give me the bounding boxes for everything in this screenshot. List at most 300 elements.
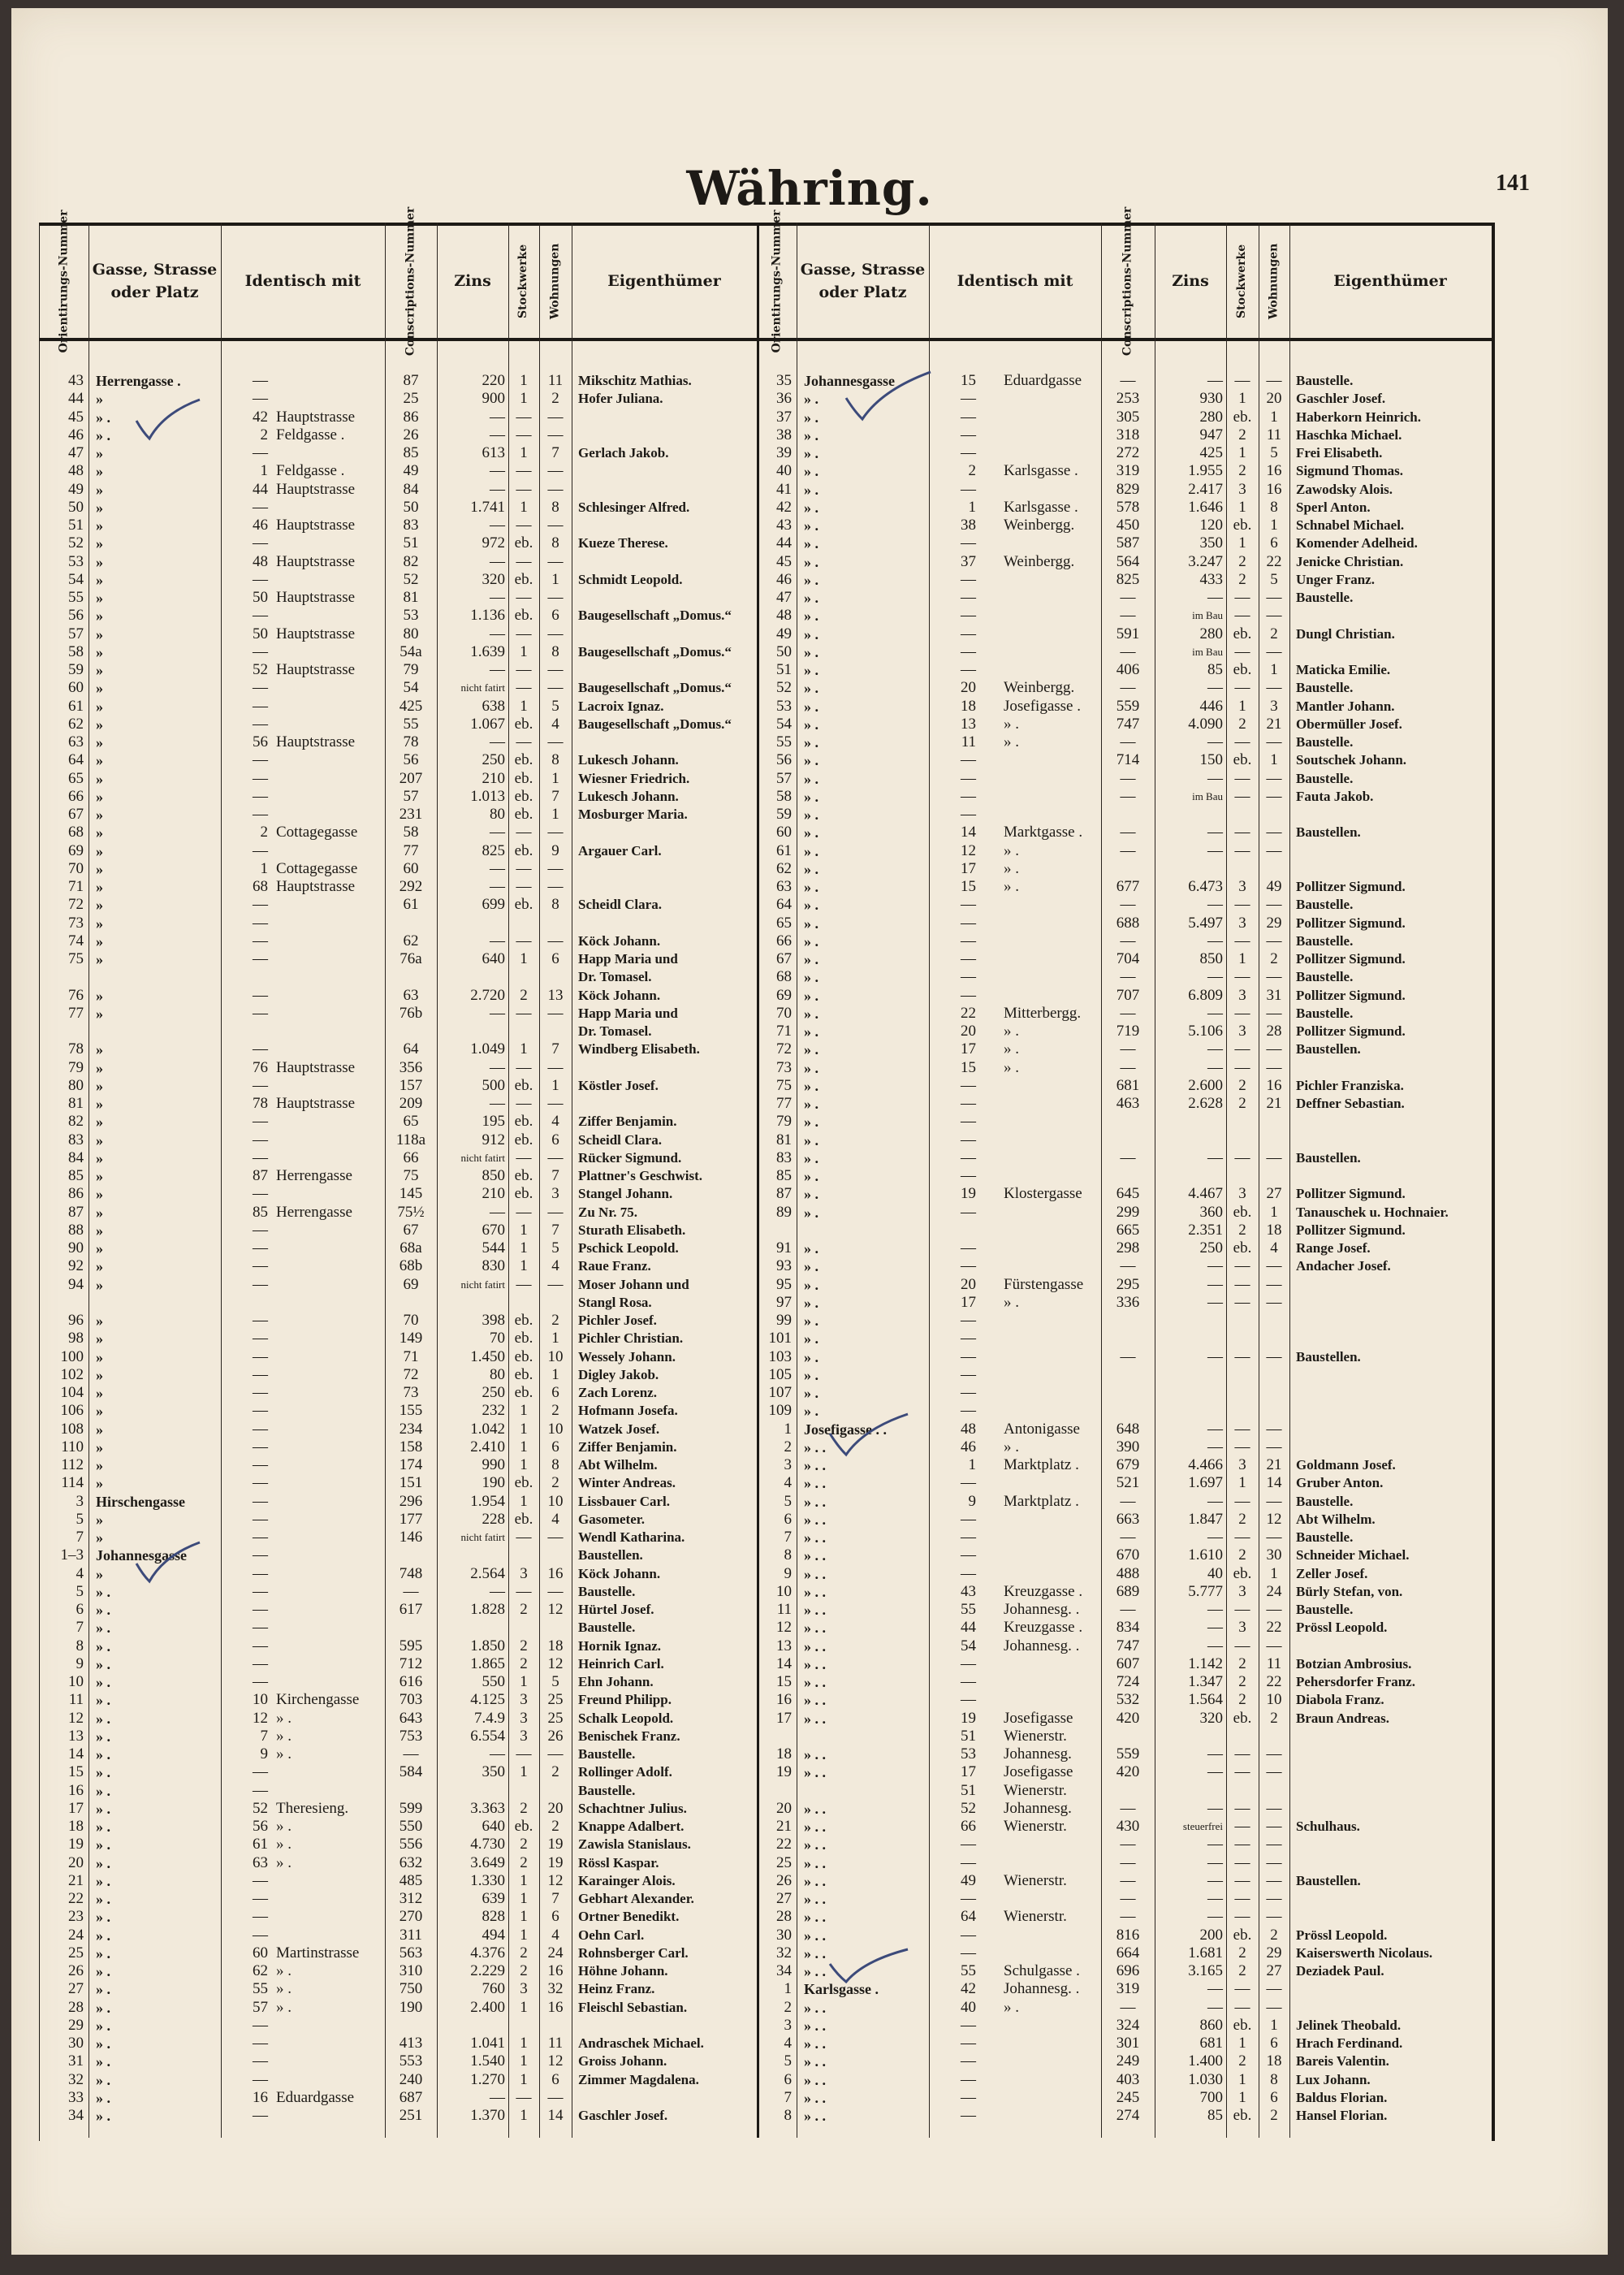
conscription-number: 532 xyxy=(1116,1691,1140,1709)
identical-number: 56 xyxy=(253,733,268,750)
table-row xyxy=(11,1149,1608,1167)
table-row xyxy=(11,1763,1608,1781)
owner-name: Happ Maria und xyxy=(578,951,678,967)
identical-number: — xyxy=(961,751,976,769)
conscription-number: 52 xyxy=(403,570,419,588)
table-row xyxy=(11,2071,1608,2089)
apartments-value: 2 xyxy=(551,1763,559,1781)
orientation-number: 53 xyxy=(776,697,792,715)
conscription-number: 296 xyxy=(399,1492,423,1510)
conscription-number: 663 xyxy=(1116,1510,1140,1528)
identical-street: Johannesg. xyxy=(1004,1799,1072,1817)
identical-number: 16 xyxy=(253,2088,268,2106)
identical-number: — xyxy=(253,1763,268,1781)
orientation-number: 70 xyxy=(776,1004,792,1022)
conscription-number: 58 xyxy=(403,824,419,841)
identical-street: Johannesg. . xyxy=(1004,1980,1080,1998)
floors-value: — xyxy=(516,408,532,426)
street-name: » . . xyxy=(804,1674,826,1690)
apartments-value: 10 xyxy=(547,1492,564,1510)
owner-name: Argauer Carl. xyxy=(578,842,662,859)
floors-value: eb. xyxy=(514,1365,533,1383)
identical-number: — xyxy=(961,642,976,660)
owner-name: Andacher Josef. xyxy=(1296,1258,1391,1274)
street-name: » . xyxy=(804,1077,818,1094)
street-name: » . xyxy=(96,1800,110,1817)
identical-number: 44 xyxy=(253,480,268,498)
header-apartments: Wohnungen xyxy=(1267,243,1281,319)
floors-value: 2 xyxy=(1238,1962,1246,1979)
street-name: » . . xyxy=(804,1891,826,1907)
orientation-number: 4 xyxy=(76,1564,84,1582)
identical-street: » . xyxy=(1004,1040,1019,1058)
street-name: » xyxy=(96,1330,103,1347)
apartments-value: 22 xyxy=(1266,1673,1282,1690)
conscription-number: 299 xyxy=(1116,1203,1140,1221)
conscription-number: 77 xyxy=(403,841,419,859)
conscription-number: 563 xyxy=(399,1944,423,1961)
header-street: Gasse, Strasse oder Platz xyxy=(800,260,926,301)
orientation-number: 103 xyxy=(768,1347,792,1365)
table-row xyxy=(11,1131,1608,1149)
identical-number: — xyxy=(253,679,268,697)
owner-name: Baugesellschaft „Domus.“ xyxy=(578,608,732,624)
street-name: » . xyxy=(96,1891,110,1907)
floors-value: 1 xyxy=(520,642,528,660)
apartments-value: — xyxy=(547,2088,564,2106)
apartments-value: 1 xyxy=(1270,408,1278,426)
identical-number: — xyxy=(253,1365,268,1383)
orientation-number: 72 xyxy=(776,1040,792,1058)
apartments-value: — xyxy=(1266,932,1282,949)
conscription-number: 648 xyxy=(1116,1420,1140,1438)
street-name: » . . xyxy=(804,2089,826,2106)
orientation-number: 49 xyxy=(776,625,792,642)
street-name: » xyxy=(96,1114,103,1131)
street-name: » xyxy=(96,752,103,769)
apartments-value: 22 xyxy=(1266,552,1282,570)
street-name: » . xyxy=(96,2089,110,2106)
floors-value: — xyxy=(516,679,532,697)
rent-value: 320 xyxy=(482,570,505,588)
orientation-number: 7 xyxy=(784,2088,792,2106)
identical-number: — xyxy=(253,932,268,949)
conscription-number: 632 xyxy=(399,1853,423,1871)
apartments-value: 16 xyxy=(1266,462,1282,480)
owner-name: Mosburger Maria. xyxy=(578,807,688,822)
owner-name: Zach Lorenz. xyxy=(578,1385,657,1400)
apartments-value: — xyxy=(547,1745,564,1762)
conscription-number: 413 xyxy=(399,2035,423,2052)
table-row xyxy=(11,1529,1608,1546)
apartments-value: 1 xyxy=(1270,751,1278,769)
identical-street: » . xyxy=(1004,1023,1019,1040)
street-name: » . . xyxy=(804,1655,826,1672)
orientation-number: 44 xyxy=(68,390,84,408)
orientation-number: 94 xyxy=(68,1275,84,1293)
orientation-number: 64 xyxy=(776,896,792,914)
orientation-number: 106 xyxy=(60,1402,84,1420)
orientation-number: 5 xyxy=(784,2052,792,2070)
identical-street: Wienerstr. xyxy=(1004,1818,1067,1835)
street-name: » . . xyxy=(804,1511,826,1528)
orientation-number: 69 xyxy=(68,841,84,859)
apartments-value: — xyxy=(1266,1004,1282,1022)
identical-number: — xyxy=(961,2016,976,2034)
rent-value: 2.600 xyxy=(1188,1076,1223,1094)
table-row xyxy=(11,1745,1608,1763)
conscription-number: — xyxy=(1120,1890,1136,1907)
rent-value: 85 xyxy=(1207,2107,1223,2124)
apartments-value: — xyxy=(1266,1492,1282,1510)
apartments-value: 6 xyxy=(551,950,559,967)
owner-name: Haberkorn Heinrich. xyxy=(1296,409,1421,425)
conscription-number: 607 xyxy=(1116,1654,1140,1672)
identical-number: — xyxy=(253,1564,268,1582)
owner-name: Wiesner Friedrich. xyxy=(578,770,690,786)
owner-name: Baustellen. xyxy=(578,1547,643,1564)
rent-value: — xyxy=(1207,1492,1223,1510)
street-name: » xyxy=(96,571,103,588)
orientation-number: 13 xyxy=(68,1727,84,1745)
rent-value: — xyxy=(1207,733,1223,750)
conscription-number: 753 xyxy=(399,1727,423,1745)
street-name: » . xyxy=(96,1674,110,1690)
owner-name: Pollitzer Sigmund. xyxy=(1296,879,1406,894)
identical-street: » . xyxy=(276,1962,292,1979)
orientation-number: 64 xyxy=(68,751,84,769)
floors-value: 1 xyxy=(520,1908,528,1926)
identical-number: — xyxy=(961,806,976,823)
conscription-number: 209 xyxy=(399,1095,423,1112)
orientation-number: 68 xyxy=(776,968,792,986)
street-name: » xyxy=(96,987,103,1004)
table-row xyxy=(11,2052,1608,2070)
apartments-value: — xyxy=(1266,642,1282,660)
rent-value: — xyxy=(1207,589,1223,606)
identical-street: » . xyxy=(1004,878,1019,895)
identical-street: Josefigasse . xyxy=(1004,697,1081,715)
owner-name: Baustellen. xyxy=(1296,1872,1361,1888)
apartments-value: 12 xyxy=(547,1601,564,1618)
street-name: » . . xyxy=(804,1927,826,1944)
rent-value: — xyxy=(1207,1853,1223,1871)
apartments-value: 3 xyxy=(1270,697,1278,715)
floors-value: — xyxy=(1234,733,1250,750)
rent-value: 1.610 xyxy=(1188,1546,1223,1564)
rent-value: — xyxy=(1207,841,1223,859)
table-row xyxy=(11,1637,1608,1655)
street-name: » . xyxy=(804,842,818,859)
apartments-value: — xyxy=(547,661,564,678)
rent-value: 250 xyxy=(482,1384,505,1401)
orientation-number: 1–3 xyxy=(60,1546,84,1564)
apartments-value: 14 xyxy=(547,2107,564,2124)
owner-name: Digley Jakob. xyxy=(578,1366,659,1382)
conscription-number: 319 xyxy=(1116,1980,1140,1998)
identical-number: — xyxy=(253,1582,268,1600)
floors-value: eb. xyxy=(514,787,533,805)
owner-name: Frei Elisabeth. xyxy=(1296,445,1383,461)
identical-number: — xyxy=(253,1239,268,1256)
orientation-number: 3 xyxy=(76,1492,84,1510)
rent-value: — xyxy=(490,1745,505,1762)
conscription-number: — xyxy=(1120,1347,1136,1365)
identical-number: 85 xyxy=(253,1203,268,1221)
table-row xyxy=(11,2017,1608,2035)
table-row xyxy=(11,1546,1608,1564)
floors-value: 1 xyxy=(520,1871,528,1889)
owner-name: Braun Andreas. xyxy=(1296,1710,1389,1726)
table-row xyxy=(11,1782,1608,1800)
identical-number: — xyxy=(253,806,268,823)
floors-value: 1 xyxy=(520,1257,528,1275)
orientation-number: 48 xyxy=(68,462,84,480)
identical-number: 44 xyxy=(961,1619,976,1637)
identical-street: Schulgasse . xyxy=(1004,1962,1080,1979)
identical-street: » . xyxy=(276,1727,292,1745)
identical-number: 17 xyxy=(961,1293,976,1311)
orientation-number: 89 xyxy=(776,1203,792,1221)
orientation-number: 13 xyxy=(776,1637,792,1654)
rent-value: 670 xyxy=(482,1221,505,1239)
rent-value: 1.450 xyxy=(470,1347,505,1365)
table-row xyxy=(11,1619,1608,1637)
table-row xyxy=(11,1908,1608,1926)
orientation-number: 75 xyxy=(68,950,84,967)
identical-number: 54 xyxy=(961,1637,976,1654)
identical-street: » . xyxy=(1004,841,1019,859)
owner-name: Groiss Johann. xyxy=(578,2053,667,2070)
orientation-number: 52 xyxy=(776,679,792,697)
identical-street: Hauptstrasse xyxy=(276,1095,356,1112)
street-name: Herrengasse . xyxy=(96,373,181,389)
rent-value: 825 xyxy=(482,841,505,859)
orientation-number: 16 xyxy=(776,1691,792,1709)
table-row xyxy=(11,1276,1608,1294)
rent-value: nicht fatirt xyxy=(460,1151,505,1164)
floors-value: — xyxy=(516,878,532,895)
identical-number: — xyxy=(961,950,976,967)
owner-name: Baustelle. xyxy=(1296,1493,1354,1509)
apartments-value: 16 xyxy=(1266,1076,1282,1094)
identical-number: — xyxy=(253,1347,268,1365)
floors-value: — xyxy=(1234,824,1250,841)
orientation-number: 8 xyxy=(784,2107,792,2124)
identical-number: — xyxy=(961,1474,976,1492)
floors-value: eb. xyxy=(514,769,533,787)
rent-value: 190 xyxy=(482,1474,505,1492)
floors-value: 1 xyxy=(520,1763,528,1781)
identical-street: Karlsgasse . xyxy=(1004,498,1078,516)
floors-value: 3 xyxy=(1238,986,1246,1004)
orientation-number: 35 xyxy=(776,372,792,389)
street-name: » xyxy=(96,535,103,552)
orientation-number: 102 xyxy=(60,1365,84,1383)
floors-value: 2 xyxy=(1238,552,1246,570)
street-name: » . . xyxy=(804,1529,826,1546)
identical-number: 38 xyxy=(961,517,976,534)
header-street: Gasse, Strasse oder Platz xyxy=(92,260,218,301)
rent-value: — xyxy=(490,733,505,750)
street-name: » . xyxy=(96,1909,110,1926)
header-identical-with: Identisch mit xyxy=(244,271,361,290)
street-name: » . . xyxy=(804,2108,826,2124)
identical-number: — xyxy=(253,841,268,859)
street-name: » . . xyxy=(804,1819,826,1835)
street-name: » xyxy=(96,608,103,625)
identical-number: — xyxy=(253,444,268,461)
street-name: » . . xyxy=(804,1438,826,1455)
rent-value: — xyxy=(1207,1058,1223,1076)
street-name: » . xyxy=(804,1168,818,1184)
identical-number: — xyxy=(961,408,976,426)
orientation-number: 20 xyxy=(68,1853,84,1871)
rent-value: — xyxy=(490,859,505,877)
rent-value: 947 xyxy=(1199,426,1223,443)
identical-number: — xyxy=(253,2107,268,2124)
orientation-number: 66 xyxy=(68,787,84,805)
apartments-value: 2 xyxy=(551,1474,559,1492)
identical-number: 1 xyxy=(260,462,268,480)
identical-number: 40 xyxy=(961,1998,976,2016)
apartments-value: 1 xyxy=(1270,517,1278,534)
identical-number: — xyxy=(253,372,268,389)
identical-number: 9 xyxy=(968,1492,976,1510)
orientation-number: 26 xyxy=(68,1962,84,1979)
rent-value: — xyxy=(1207,932,1223,949)
rent-value: 700 xyxy=(1199,2088,1223,2106)
orientation-number: 19 xyxy=(68,1836,84,1853)
floors-value: — xyxy=(516,824,532,841)
apartments-value: — xyxy=(1266,733,1282,750)
street-name: » . xyxy=(804,915,818,932)
apartments-value: 2 xyxy=(1270,1926,1278,1944)
table-row xyxy=(11,2107,1608,2125)
orientation-number: 31 xyxy=(68,2052,84,2070)
identical-street: Weinbergg. xyxy=(1004,552,1075,570)
apartments-value: — xyxy=(547,625,564,642)
orientation-number: 62 xyxy=(776,859,792,877)
conscription-number: — xyxy=(1120,607,1136,625)
street-name: » . . xyxy=(804,1800,826,1817)
rent-value: — xyxy=(490,517,505,534)
rent-value: — xyxy=(1207,1763,1223,1781)
floors-value: — xyxy=(1234,1004,1250,1022)
floors-value: eb. xyxy=(514,896,533,914)
identical-number: 1 xyxy=(968,1456,976,1473)
floors-value: — xyxy=(1234,607,1250,625)
conscription-number: 65 xyxy=(403,1113,419,1131)
apartments-value: 5 xyxy=(1270,570,1278,588)
floors-value: — xyxy=(516,932,532,949)
owner-name: Gerlach Jakob. xyxy=(578,445,669,461)
conscription-number: 274 xyxy=(1116,2107,1140,2124)
rent-value: 1.370 xyxy=(470,2107,505,2124)
owner-name: Stangl Rosa. xyxy=(578,1294,652,1310)
apartments-value: 12 xyxy=(547,1871,564,1889)
orientation-number: 66 xyxy=(776,932,792,949)
apartments-value: — xyxy=(547,1203,564,1221)
rent-value: 150 xyxy=(1199,751,1223,769)
rent-value: 4.466 xyxy=(1188,1456,1223,1473)
street-name: » . xyxy=(804,680,818,697)
floors-value: eb. xyxy=(1233,2107,1252,2124)
orientation-number: 25 xyxy=(776,1853,792,1871)
orientation-number: 22 xyxy=(776,1836,792,1853)
street-name: » xyxy=(96,1313,103,1329)
table-row xyxy=(11,1348,1608,1366)
orientation-number: 92 xyxy=(68,1257,84,1275)
floors-value: 2 xyxy=(1238,2052,1246,2070)
owner-name: Rohnsberger Carl. xyxy=(578,1944,689,1961)
owner-name: Pollitzer Sigmund. xyxy=(1296,915,1406,931)
rent-value: 1.013 xyxy=(470,787,505,805)
street-name: » xyxy=(96,662,103,678)
rent-value: 120 xyxy=(1199,517,1223,534)
floors-value: 1 xyxy=(520,498,528,516)
street-name: » xyxy=(96,1204,103,1221)
identical-number: — xyxy=(253,1384,268,1401)
table-row xyxy=(11,824,1608,841)
floors-value: eb. xyxy=(1233,1203,1252,1221)
identical-street: Weinbergg. xyxy=(1004,679,1075,697)
identical-street: Wienerstr. xyxy=(1004,1727,1067,1745)
orientation-number: 108 xyxy=(60,1420,84,1438)
rent-value: — xyxy=(490,2088,505,2106)
street-name: » . xyxy=(804,409,818,426)
apartments-value: 7 xyxy=(551,1040,559,1058)
rent-value: 250 xyxy=(482,751,505,769)
conscription-number: — xyxy=(1120,787,1136,805)
owner-name: Schachtner Julius. xyxy=(578,1800,687,1816)
apartments-value: — xyxy=(1266,1275,1282,1293)
header-orientation-number: Orientirungs-Nummer xyxy=(57,210,71,352)
identical-street: Wienerstr. xyxy=(1004,1908,1067,1926)
rent-value: 70 xyxy=(490,1330,505,1347)
floors-value: eb. xyxy=(514,1510,533,1528)
table-row xyxy=(11,1673,1608,1691)
owner-name: Gebhart Alexander. xyxy=(578,1891,694,1906)
floors-value: — xyxy=(1234,896,1250,914)
apartments-value: 12 xyxy=(1266,1510,1282,1528)
orientation-number: 70 xyxy=(68,859,84,877)
rent-value: — xyxy=(1207,1836,1223,1853)
street-name: » . xyxy=(804,1059,818,1076)
conscription-number: 719 xyxy=(1116,1023,1140,1040)
identical-number: 37 xyxy=(961,552,976,570)
rent-value: 446 xyxy=(1199,697,1223,715)
identical-number: 55 xyxy=(961,1601,976,1618)
apartments-value: 16 xyxy=(547,1564,564,1582)
orientation-number: 44 xyxy=(776,534,792,552)
identical-number: — xyxy=(253,642,268,660)
apartments-value: 18 xyxy=(547,1637,564,1654)
table-row xyxy=(11,607,1608,625)
orientation-number: 76 xyxy=(68,986,84,1004)
street-name: » xyxy=(96,643,103,660)
header-conscription-number: Conscriptions-Nummer xyxy=(404,206,417,356)
table-row xyxy=(11,1366,1608,1384)
floors-value: 1 xyxy=(520,697,528,715)
conscription-number: 82 xyxy=(403,552,419,570)
owner-name: Pichler Christian. xyxy=(578,1330,684,1347)
floors-value: — xyxy=(1234,1637,1250,1654)
owner-name: Dr. Tomasel. xyxy=(578,969,652,985)
floors-value: eb. xyxy=(514,1076,533,1094)
apartments-value: 6 xyxy=(551,1908,559,1926)
apartments-value: 16 xyxy=(547,1998,564,2016)
